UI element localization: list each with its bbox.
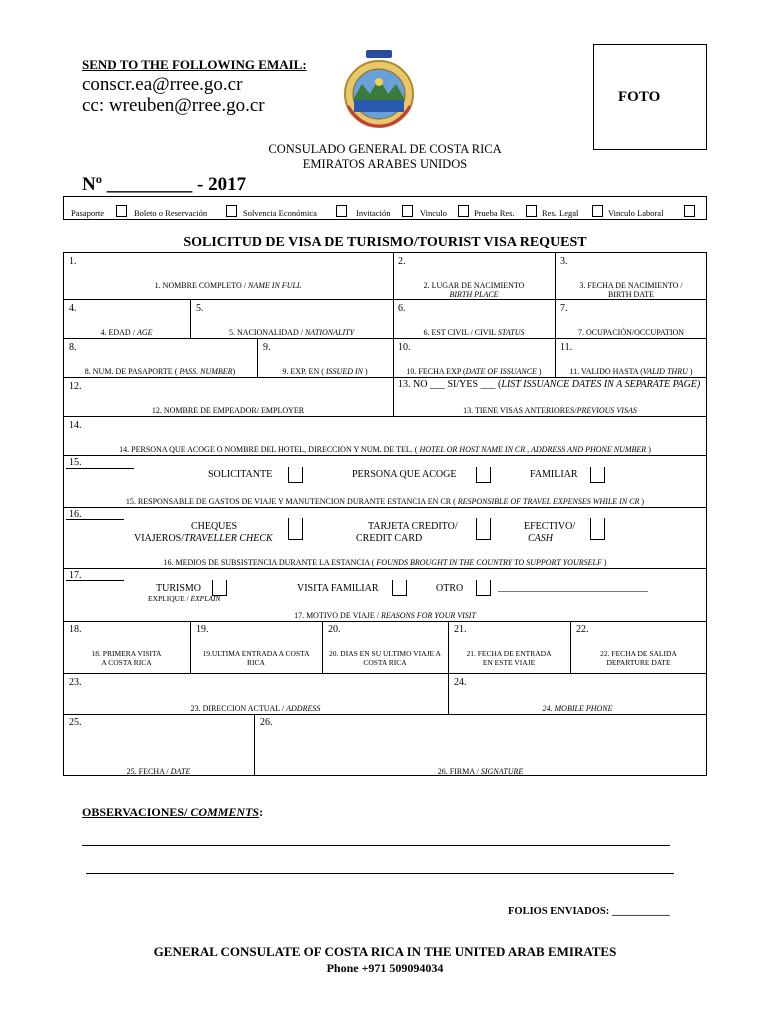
label-address: 23. DIRECCION ACTUAL / ADDRESS — [190, 704, 321, 713]
field-4[interactable]: 4. — [69, 303, 77, 314]
field-12[interactable]: 12. — [69, 381, 82, 392]
field-25[interactable]: 25. — [69, 717, 82, 728]
field-8[interactable]: 8. — [69, 342, 77, 353]
label-issued-in: 9. EXP. EN ( ISSUED IN ) — [282, 367, 368, 376]
field-10[interactable]: 10. — [398, 342, 411, 353]
doc-type-label: Pasaporte — [71, 208, 105, 218]
footer-consulate: GENERAL CONSULATE OF COSTA RICA IN THE UNITED ARAB EMIRATES — [153, 944, 617, 959]
checkbox-host[interactable] — [476, 467, 491, 483]
option-other-label: OTRO — [436, 583, 464, 594]
checkbox-family-visit[interactable] — [392, 580, 407, 596]
cc-address[interactable]: cc: wreuben@rree.go.cr — [82, 95, 265, 116]
field-3[interactable]: 3. — [560, 256, 568, 267]
label-birth-date: 3. FECHA DE NACIMIENTO / BIRTH DATE — [579, 281, 683, 299]
checkbox-res-legal[interactable] — [592, 205, 603, 217]
label-civil-status: 6. EST CIVIL / CIVIL STATUS — [423, 328, 525, 337]
field-11[interactable]: 11. — [560, 342, 573, 353]
label-age: 4. EDAD / AGE — [100, 328, 153, 337]
field-9[interactable]: 9. — [263, 342, 271, 353]
consulate-line-1: CONSULADO GENERAL DE COSTA RICA — [268, 142, 502, 156]
label-employer: 12. NOMBRE DE EMPEADOR/ EMPLOYER — [151, 406, 305, 415]
checkbox-applicant[interactable] — [288, 467, 303, 483]
coat-of-arms-icon — [340, 48, 418, 130]
folios-sent: FOLIOS ENVIADOS: ___________ — [508, 906, 670, 917]
label-host: 14. PERSONA QUE ACOGE O NOMBRE DEL HOTEL, DIRECCION Y NUM. DE TEL. ( HOTEL OR HOST NAME IN CR , ADDRESS AND PHONE NUMBER ) — [119, 445, 651, 454]
email-address[interactable]: conscr.ea@rree.go.cr — [82, 74, 243, 95]
label-reason: 17. MOTIVO DE VIAJE / REASONS FOR YOUR VISIT — [294, 611, 476, 620]
doc-type-label: Prueba Res. — [474, 208, 515, 218]
doc-type-label: Boleto o Reservación — [134, 208, 208, 218]
option-host-label: PERSONA QUE ACOGE — [352, 469, 457, 480]
comments-line-2[interactable] — [86, 873, 674, 874]
send-label: SEND TO THE FOLLOWING EMAIL: — [82, 57, 307, 72]
label-signature: 26. FIRMA / SIGNATURE — [437, 767, 524, 776]
field-16: 16. — [69, 509, 82, 520]
field-15: 15. — [69, 457, 82, 468]
field-7[interactable]: 7. — [560, 303, 568, 314]
checkbox-prueba-res[interactable] — [526, 205, 537, 217]
label-valid-thru: 11. VALIDO HASTA (VALID THRU ) — [569, 367, 693, 376]
previous-visas-question[interactable]: 13. NO ___ SI/YES ___ (LIST ISSUANCE DATES IN A SEPARATE PAGE) — [398, 379, 701, 390]
checkbox-credit-card[interactable] — [476, 518, 491, 540]
label-expenses: 15. RESPONSABLE DE GASTOS DE VIAJE Y MANUTENCION DURANTE ESTANCIA EN CR ( RESPONSIBLE OF TRAVEL EXPENSES WHILE IN CR ) — [125, 497, 645, 506]
comments-line-1[interactable] — [82, 845, 670, 846]
checkbox-family[interactable] — [590, 467, 605, 483]
explain-label: EXPLIQUE / EXPLAIN — [148, 594, 221, 603]
option-credit-card-label: TARJETA CREDITO/ CREDIT CARD — [356, 521, 458, 544]
label-passport-number: 8. NUM. DE PASAPORTE ( PASS. NUMBER) — [84, 367, 236, 376]
field-24[interactable]: 24. — [454, 677, 467, 688]
label-birth-place: 2. LUGAR DE NACIMIENTO BIRTH PLACE — [423, 281, 525, 299]
consulate-line-2: EMIRATOS ARABES UNIDOS — [302, 157, 468, 171]
label-first-visit: 18. PRIMERA VISITA A COSTA RICA — [91, 649, 162, 667]
label-occupation: 7. OCUPACIÓN/OCCUPATION — [577, 328, 685, 337]
checkbox-cash[interactable] — [590, 518, 605, 540]
request-number: Nº _________ - 2017 — [82, 174, 247, 195]
label-date-of-issuance: 10. FECHA EXP (DATE OF ISSUANCE ) — [406, 367, 542, 376]
label-date: 25. FECHA / DATE — [126, 767, 191, 776]
option-travel-checks-label: CHEQUES VIAJEROS/TRAVELLER CHECK — [134, 521, 273, 544]
label-last-entry: 19.ULTIMA ENTRADA A COSTA RICA — [202, 649, 310, 667]
field-21[interactable]: 21. — [454, 624, 467, 635]
doc-type-label: Vinculo Laboral — [608, 208, 664, 218]
checkbox-solvencia[interactable] — [336, 205, 347, 217]
field-23[interactable]: 23. — [69, 677, 82, 688]
field-18[interactable]: 18. — [69, 624, 82, 635]
field-1[interactable]: 1. — [69, 256, 77, 267]
label-nationality: 5. NACIONALIDAD / NATIONALITY — [228, 328, 355, 337]
field-2[interactable]: 2. — [398, 256, 406, 267]
checkbox-boleto[interactable] — [226, 205, 237, 217]
option-tourism-label: TURISMO — [156, 583, 202, 594]
field-14[interactable]: 14. — [69, 420, 82, 431]
field-6[interactable]: 6. — [398, 303, 406, 314]
field-20[interactable]: 20. — [328, 624, 341, 635]
footer-phone: Phone +971 509094034 — [326, 961, 444, 975]
checkbox-invitacion[interactable] — [402, 205, 413, 217]
field-19[interactable]: 19. — [196, 624, 209, 635]
form-title: SOLICITUD DE VISA DE TURISMO/TOURIST VISA REQUEST — [183, 235, 587, 250]
field-26[interactable]: 26. — [260, 717, 273, 728]
checkbox-vinculo-laboral[interactable] — [684, 205, 695, 217]
label-previous-visas: 13. TIENE VISAS ANTERIORES/PREVIOUS VISAS — [463, 406, 637, 415]
label-days-last-trip: 20. DIAS EN SU ULTIMO VIAJE A COSTA RICA — [329, 649, 441, 667]
other-reason-field[interactable]: ______________________________ — [498, 582, 648, 593]
photo-label: FOTO — [618, 89, 661, 105]
field-5[interactable]: 5. — [196, 303, 204, 314]
checkbox-other[interactable] — [476, 580, 491, 596]
photo-box[interactable] — [593, 44, 707, 150]
doc-type-label: Solvencia Económica — [243, 208, 317, 218]
option-applicant-label: SOLICITANTE — [208, 469, 273, 480]
option-cash-label: EFECTIVO/ CASH — [524, 521, 576, 544]
label-entry-date: 21. FECHA DE ENTRADA EN ESTE VIAJE — [466, 649, 552, 667]
comments-label: OBSERVACIONES/ COMMENTS: — [82, 805, 264, 819]
option-family-visit-label: VISITA FAMILIAR — [297, 583, 379, 594]
checkbox-travel-checks[interactable] — [288, 518, 303, 540]
label-departure-date: 22. FECHA DE SALIDA DEPARTURE DATE — [600, 649, 677, 667]
checkbox-pasaporte[interactable] — [116, 205, 127, 217]
checkbox-vinculo[interactable] — [458, 205, 469, 217]
label-mobile-phone: 24. MOBILE PHONE — [542, 704, 613, 713]
consulate-title — [200, 142, 570, 172]
field-22[interactable]: 22. — [576, 624, 589, 635]
field-17: 17. — [69, 570, 82, 581]
doc-type-label: Vinculo — [420, 208, 447, 218]
doc-type-label: Res. Legal — [542, 208, 579, 218]
label-full-name: 1. NOMBRE COMPLETO / NAME IN FULL — [154, 281, 302, 290]
doc-type-label: Invitación — [356, 208, 391, 218]
option-family-label: FAMILIAR — [530, 469, 578, 480]
label-subsistence: 16. MEDIOS DE SUBSISTENCIA DURANTE LA ESTANCIA ( FOUNDS BROUGHT IN THE COUNTRY TO SUPPORT YOURSELF ) — [163, 558, 607, 567]
